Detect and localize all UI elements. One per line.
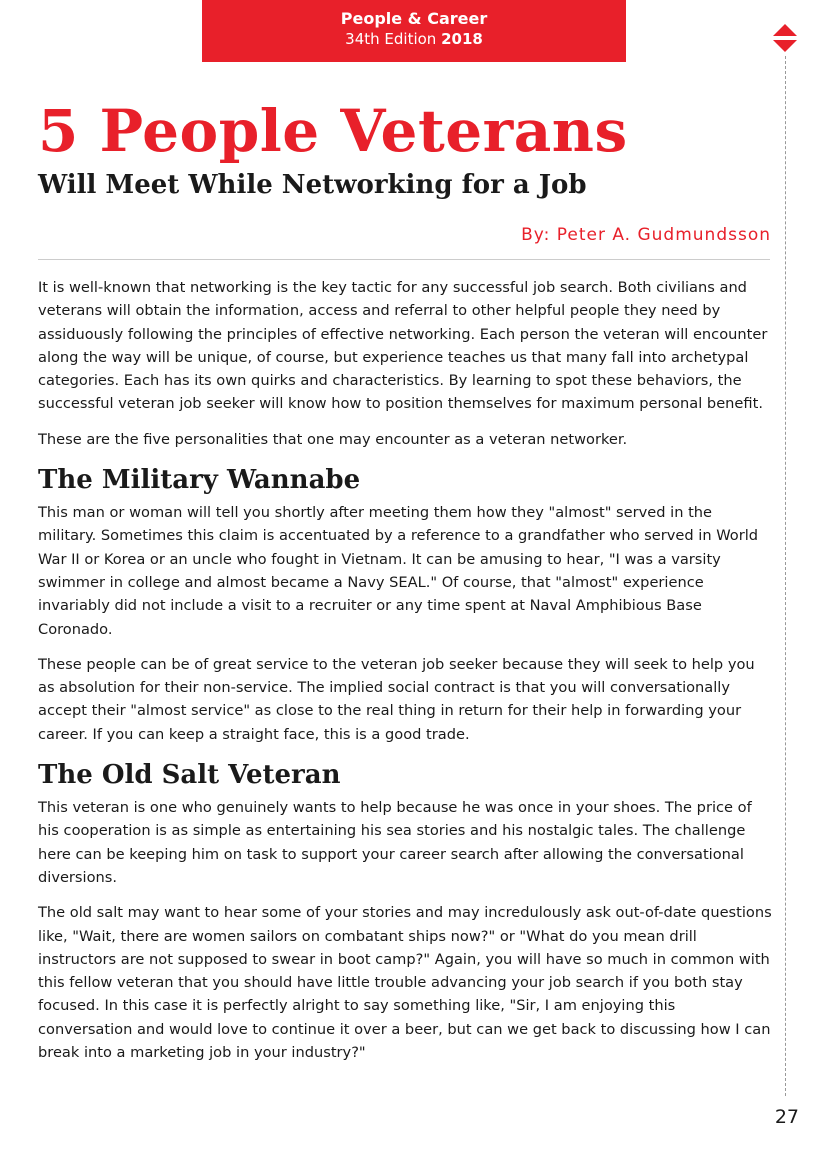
edition-year: 2018: [441, 30, 483, 48]
article-body: [38, 276, 772, 1076]
article-subtitle: Will Meet While Networking for a Job: [38, 170, 587, 200]
up-down-triangles-icon[interactable]: [772, 24, 798, 54]
section-header-banner: [202, 0, 626, 62]
section-heading: The Old Salt Veteran: [38, 760, 341, 791]
edition-line: [202, 29, 626, 49]
article-byline: By: Peter A. Gudmundsson: [521, 225, 771, 245]
page-number: 27: [774, 1106, 799, 1128]
section-paragraph: The old salt may want to hear some of your stories and may incredulously ask out-of-date questions like, "Wait, there are women sailors on combatant ships now?" or "What do you mean drill instructors are not supposed to swear in boot camp?" Again, you will have so much in common with this fellow veteran that you should have little trouble advancing your job search if you both stay focused. In this case it is perfectly alright to say something like, "Sir, I am enjoying this conversation and would love to continue it over a beer, but can we get back to discussing how I can break into a marketing job in your industry?": [38, 904, 772, 1062]
article-title: 5 People Veterans: [38, 97, 628, 165]
edition-label: 34th Edition: [345, 30, 442, 48]
section-paragraph: This veteran is one who genuinely wants to help because he was once in your shoes. The price of his cooperation is as simple as entertaining his sea stories and his nostalgic tales. The challenge here can be keeping him on task to support your career search after allowing the conversational diversions.: [38, 799, 752, 886]
section-paragraph: These people can be of great service to the veteran job seeker because they will seek to help you as absolution for their non-service. The implied social contract is that you will conversationally accept their "almost service" as close to the real thing in return for their help in forwarding your career. If you can keep a straight face, this is a good trade.: [38, 655, 755, 743]
section-name: People & Career: [340, 9, 488, 28]
margin-dashed-line: [785, 56, 786, 1096]
intro-paragraph: These are the five personalities that one may encounter as a veteran networker.: [38, 430, 628, 448]
divider: [38, 259, 770, 260]
intro-paragraph: It is well-known that networking is the key tactic for any successful job search. Both civilians and veterans will obtain the information, access and referral to other helpful people they need by assiduously following the principles of effective networking. Each person the veteran will encounter along the way will be unique, of course, but experience teaches us that many fall into archetypal categories. Each has its own quirks and characteristics. By learning to spot these behaviors, the successful veteran job seeker will know how to position themselves for maximum personal benefit.: [38, 279, 768, 413]
section-heading: The Military Wannabe: [38, 465, 361, 496]
section-paragraph: This man or woman will tell you shortly after meeting them how they "almost" served in the military. Sometimes this claim is accentuated by a reference to a grandfather who served in World War II or Korea or an uncle who fought in Vietnam. It can be amusing to hear, "I was a varsity swimmer in college and almost became a Navy SEAL." Of course, that "almost" experience invariably did not include a visit to a recruiter or any time spent at Naval Amphibious Base Coronado.: [38, 504, 759, 638]
